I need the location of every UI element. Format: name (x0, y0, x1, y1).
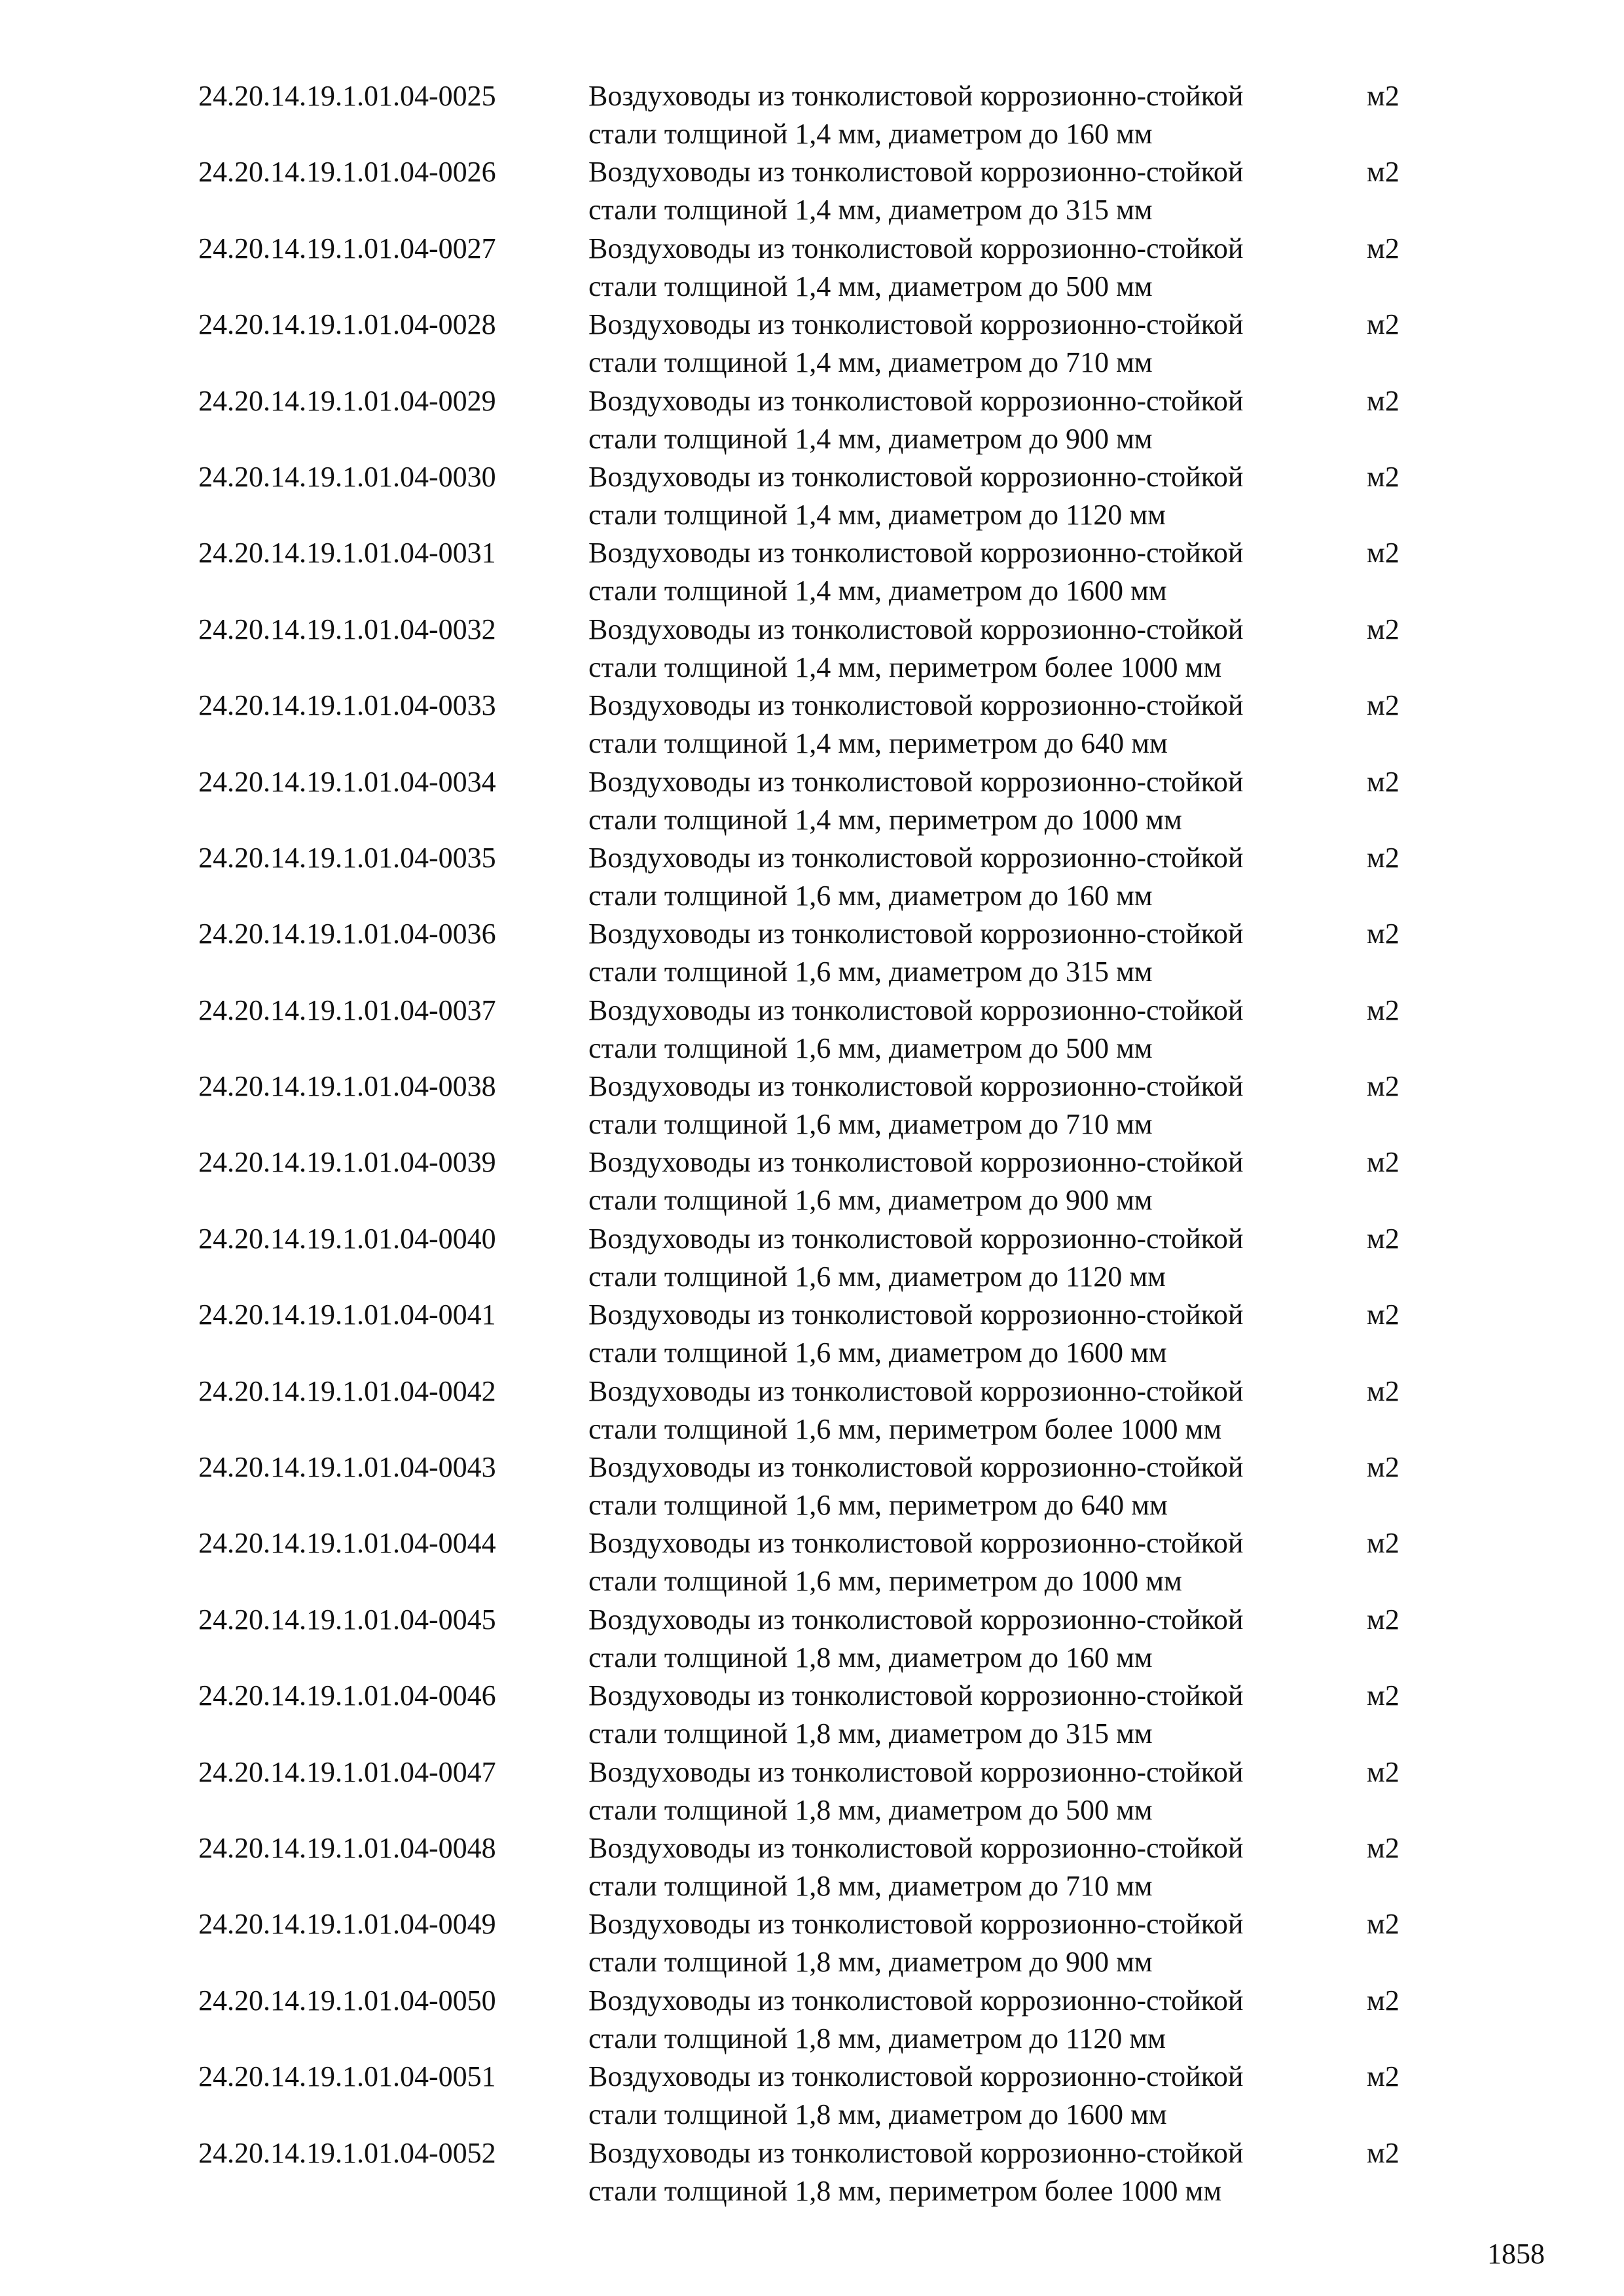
resource-code: 24.20.14.19.1.01.04-0025 (198, 80, 496, 112)
resource-code: 24.20.14.19.1.01.04-0038 (198, 1070, 496, 1103)
table-row (0, 153, 1624, 229)
unit-of-measure: м2 (1367, 994, 1399, 1026)
table-row (0, 1601, 1624, 1677)
resource-code: 24.20.14.19.1.01.04-0029 (198, 384, 496, 417)
resource-code: 24.20.14.19.1.01.04-0050 (198, 1984, 496, 2017)
resource-name: Воздуховоды из тонколистовой коррозионно-стойкой стали толщиной 1,6 мм, периметром до 1000 мм (588, 1527, 1244, 1598)
unit-of-measure: м2 (1367, 156, 1399, 188)
resource-name: Воздуховоды из тонколистовой коррозионно-стойкой стали толщиной 1,4 мм, диаметром до 900 мм (588, 384, 1244, 455)
resource-name: Воздуховоды из тонколистовой коррозионно-стойкой стали толщиной 1,4 мм, диаметром до 710 мм (588, 308, 1244, 379)
resource-name: Воздуховоды из тонколистовой коррозионно-стойкой стали толщиной 1,8 мм, диаметром до 1120 мм (588, 1984, 1244, 2054)
resource-code: 24.20.14.19.1.01.04-0051 (198, 2060, 496, 2093)
resource-code: 24.20.14.19.1.01.04-0049 (198, 1908, 496, 1941)
table-row (0, 2134, 1624, 2210)
table-row (0, 1524, 1624, 1600)
unit-of-measure: м2 (1367, 384, 1399, 417)
unit-of-measure: м2 (1367, 918, 1399, 950)
unit-of-measure: м2 (1367, 765, 1399, 798)
unit-of-measure: м2 (1367, 1222, 1399, 1255)
resource-name: Воздуховоды из тонколистовой коррозионно-стойкой стали толщиной 1,8 мм, диаметром до 500 мм (588, 1755, 1244, 1826)
resource-code: 24.20.14.19.1.01.04-0045 (198, 1603, 496, 1636)
resource-code: 24.20.14.19.1.01.04-0041 (198, 1299, 496, 1331)
table-row (0, 1905, 1624, 1981)
unit-of-measure: м2 (1367, 232, 1399, 264)
unit-of-measure: м2 (1367, 1374, 1399, 1407)
resource-code: 24.20.14.19.1.01.04-0042 (198, 1374, 496, 1407)
unit-of-measure: м2 (1367, 1451, 1399, 1484)
table-row (0, 77, 1624, 153)
resource-name: Воздуховоды из тонколистовой коррозионно-стойкой стали толщиной 1,8 мм, диаметром до 710 мм (588, 1831, 1244, 1902)
resource-name: Воздуховоды из тонколистовой коррозионно-стойкой стали толщиной 1,8 мм, диаметром до 160 мм (588, 1603, 1244, 1674)
table-row (0, 1143, 1624, 1219)
unit-of-measure: м2 (1367, 1908, 1399, 1941)
table-row (0, 763, 1624, 839)
unit-of-measure: м2 (1367, 80, 1399, 112)
resource-code: 24.20.14.19.1.01.04-0047 (198, 1755, 496, 1788)
resource-name: Воздуховоды из тонколистовой коррозионно-стойкой стали толщиной 1,8 мм, диаметром до 900 мм (588, 1908, 1244, 1979)
resource-name: Воздуховоды из тонколистовой коррозионно-стойкой стали толщиной 1,4 мм, диаметром до 160 мм (588, 80, 1244, 150)
resource-name: Воздуховоды из тонколистовой коррозионно-стойкой стали толщиной 1,8 мм, периметром более 1000 мм (588, 2136, 1244, 2207)
resource-code: 24.20.14.19.1.01.04-0030 (198, 460, 496, 493)
resource-code: 24.20.14.19.1.01.04-0034 (198, 765, 496, 798)
table-row (0, 1220, 1624, 1296)
table-row (0, 1982, 1624, 2058)
resource-code: 24.20.14.19.1.01.04-0043 (198, 1451, 496, 1484)
resource-code: 24.20.14.19.1.01.04-0026 (198, 156, 496, 188)
table-row (0, 1829, 1624, 1905)
table-row (0, 839, 1624, 915)
resource-name: Воздуховоды из тонколистовой коррозионно-стойкой стали толщиной 1,6 мм, диаметром до 500 мм (588, 994, 1244, 1064)
table-row (0, 230, 1624, 306)
table-row (0, 1296, 1624, 1372)
resource-code: 24.20.14.19.1.01.04-0044 (198, 1527, 496, 1560)
resource-name: Воздуховоды из тонколистовой коррозионно-стойкой стали толщиной 1,8 мм, диаметром до 1600 мм (588, 2060, 1244, 2131)
page-number: 1858 (1487, 2238, 1545, 2270)
unit-of-measure: м2 (1367, 689, 1399, 722)
resource-code: 24.20.14.19.1.01.04-0036 (198, 918, 496, 950)
unit-of-measure: м2 (1367, 537, 1399, 569)
table-row (0, 1677, 1624, 1753)
unit-of-measure: м2 (1367, 1755, 1399, 1788)
resource-name: Воздуховоды из тонколистовой коррозионно-стойкой стали толщиной 1,6 мм, диаметром до 315 мм (588, 918, 1244, 988)
unit-of-measure: м2 (1367, 1527, 1399, 1560)
table-row (0, 611, 1624, 687)
unit-of-measure: м2 (1367, 1603, 1399, 1636)
unit-of-measure: м2 (1367, 1831, 1399, 1864)
table-row (0, 1067, 1624, 1143)
resource-code: 24.20.14.19.1.01.04-0037 (198, 994, 496, 1026)
unit-of-measure: м2 (1367, 460, 1399, 493)
resource-code: 24.20.14.19.1.01.04-0035 (198, 841, 496, 874)
resource-name: Воздуховоды из тонколистовой коррозионно-стойкой стали толщиной 1,4 мм, периметром более 1000 мм (588, 613, 1244, 683)
resource-name: Воздуховоды из тонколистовой коррозионно-стойкой стали толщиной 1,4 мм, диаметром до 500 мм (588, 232, 1244, 302)
resource-name: Воздуховоды из тонколистовой коррозионно-стойкой стали толщиной 1,8 мм, диаметром до 315 мм (588, 1679, 1244, 1750)
resource-code: 24.20.14.19.1.01.04-0046 (198, 1679, 496, 1712)
resource-name: Воздуховоды из тонколистовой коррозионно-стойкой стали толщиной 1,6 мм, диаметром до 160 мм (588, 841, 1244, 912)
resource-code: 24.20.14.19.1.01.04-0040 (198, 1222, 496, 1255)
unit-of-measure: м2 (1367, 1070, 1399, 1103)
unit-of-measure: м2 (1367, 1984, 1399, 2017)
unit-of-measure: м2 (1367, 841, 1399, 874)
table-row (0, 306, 1624, 382)
resource-name: Воздуховоды из тонколистовой коррозионно-стойкой стали толщиной 1,6 мм, диаметром до 1120 мм (588, 1222, 1244, 1293)
resource-code: 24.20.14.19.1.01.04-0033 (198, 689, 496, 722)
resource-code: 24.20.14.19.1.01.04-0052 (198, 2136, 496, 2169)
resource-name: Воздуховоды из тонколистовой коррозионно-стойкой стали толщиной 1,6 мм, периметром более 1000 мм (588, 1374, 1244, 1445)
resource-name: Воздуховоды из тонколистовой коррозионно-стойкой стали толщиной 1,4 мм, диаметром до 315 мм (588, 156, 1244, 226)
unit-of-measure: м2 (1367, 308, 1399, 341)
unit-of-measure: м2 (1367, 1679, 1399, 1712)
resource-code: 24.20.14.19.1.01.04-0031 (198, 537, 496, 569)
resource-code: 24.20.14.19.1.01.04-0032 (198, 613, 496, 645)
resource-code: 24.20.14.19.1.01.04-0028 (198, 308, 496, 341)
price-list-table (0, 77, 1624, 2210)
resource-code: 24.20.14.19.1.01.04-0039 (198, 1146, 496, 1179)
resource-code: 24.20.14.19.1.01.04-0048 (198, 1831, 496, 1864)
resource-name: Воздуховоды из тонколистовой коррозионно-стойкой стали толщиной 1,6 мм, диаметром до 900 мм (588, 1146, 1244, 1217)
table-row (0, 687, 1624, 762)
table-row (0, 2058, 1624, 2134)
table-row (0, 1372, 1624, 1448)
resource-name: Воздуховоды из тонколистовой коррозионно-стойкой стали толщиной 1,4 мм, периметром до 1000 мм (588, 765, 1244, 836)
resource-name: Воздуховоды из тонколистовой коррозионно-стойкой стали толщиной 1,6 мм, диаметром до 1600 мм (588, 1299, 1244, 1369)
resource-name: Воздуховоды из тонколистовой коррозионно-стойкой стали толщиной 1,6 мм, диаметром до 710 мм (588, 1070, 1244, 1141)
table-row (0, 1753, 1624, 1829)
table-row (0, 534, 1624, 610)
table-row (0, 382, 1624, 458)
unit-of-measure: м2 (1367, 2136, 1399, 2169)
unit-of-measure: м2 (1367, 2060, 1399, 2093)
resource-name: Воздуховоды из тонколистовой коррозионно-стойкой стали толщиной 1,4 мм, диаметром до 1600 мм (588, 537, 1244, 607)
unit-of-measure: м2 (1367, 1146, 1399, 1179)
table-row (0, 915, 1624, 991)
table-row (0, 1448, 1624, 1524)
resource-name: Воздуховоды из тонколистовой коррозионно-стойкой стали толщиной 1,4 мм, периметром до 640 мм (588, 689, 1244, 760)
unit-of-measure: м2 (1367, 1299, 1399, 1331)
unit-of-measure: м2 (1367, 613, 1399, 645)
resource-code: 24.20.14.19.1.01.04-0027 (198, 232, 496, 264)
table-row (0, 992, 1624, 1067)
resource-name: Воздуховоды из тонколистовой коррозионно-стойкой стали толщиной 1,4 мм, диаметром до 1120 мм (588, 460, 1244, 531)
table-row (0, 458, 1624, 534)
resource-name: Воздуховоды из тонколистовой коррозионно-стойкой стали толщиной 1,6 мм, периметром до 640 мм (588, 1451, 1244, 1522)
